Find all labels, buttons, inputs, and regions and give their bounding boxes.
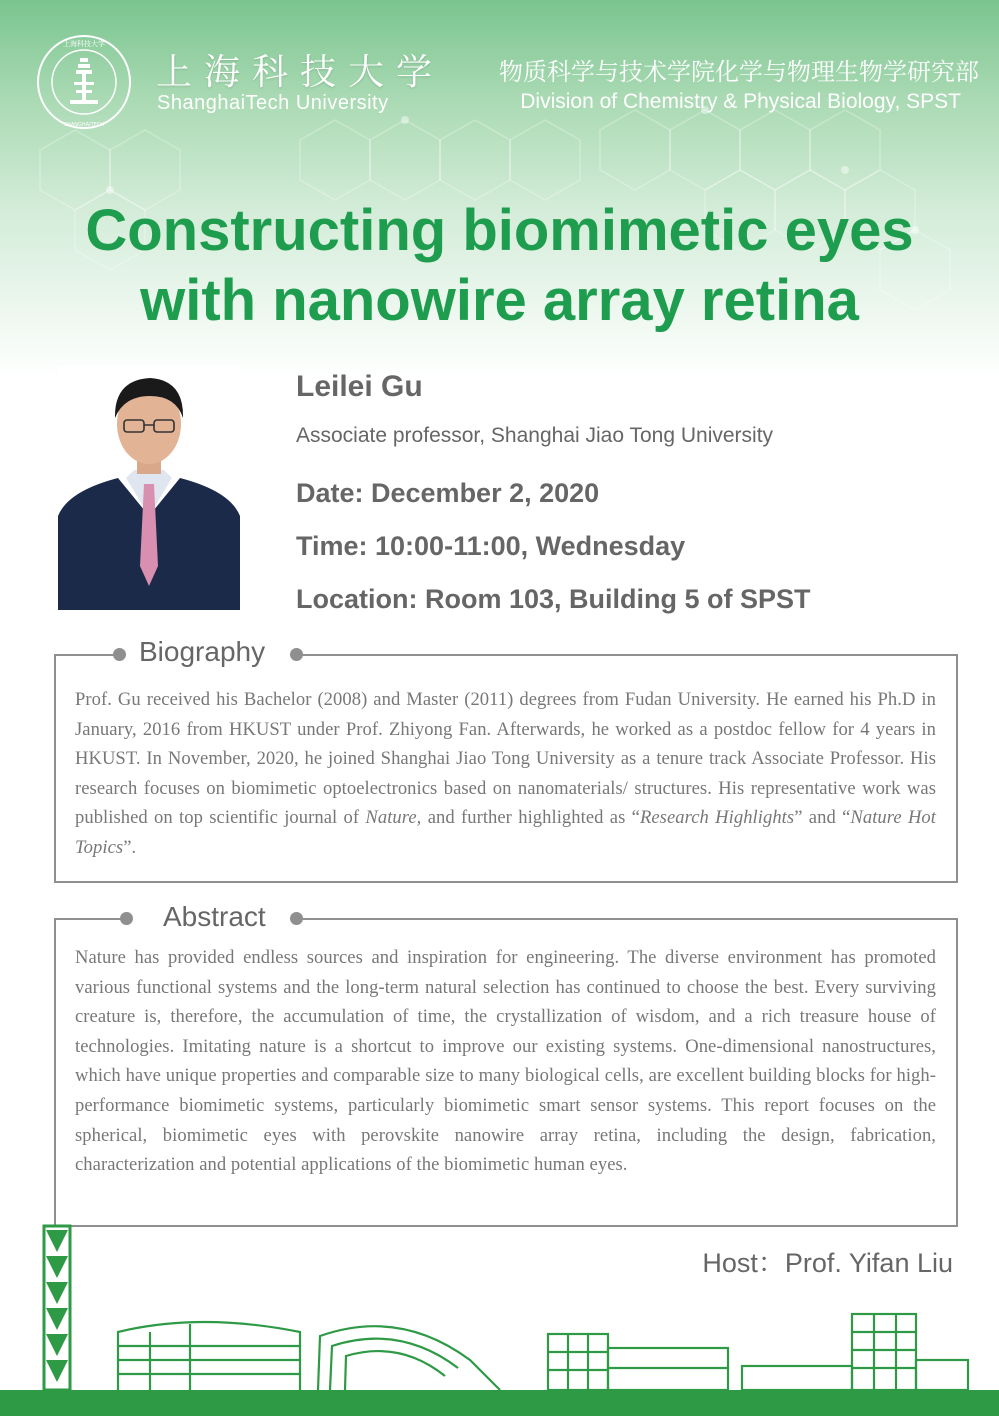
university-name-chinese: 上海科技大学: [156, 52, 445, 93]
campus-skyline-illustration: [0, 1220, 999, 1416]
speaker-affiliation: Associate professor, Shanghai Jiao Tong University: [296, 424, 774, 447]
biography-text-part: Prof. Gu received his Bachelor (2008) and Master (2011) degrees from Fudan University. He earned his Ph.D in January, 2016 from HKUST under Prof. Zhiyong Fan. Afterwards, he worked as a postdoc fellow for 4 years in HKUST. In November, 2020, he joined Shanghai Jiao Tong University as a tenure track Associate Professor. His research focuses on biomimetic optoelectronics based on nanomaterials/ structures. His representative work was published on top scientific journal of: [75, 689, 936, 829]
division-name-chinese: 物质科学与技术学院化学与物理生物学研究部: [499, 58, 979, 86]
biography-heading: Biography: [139, 636, 266, 667]
talk-title-line-2: with nanowire array retina: [140, 268, 859, 333]
biography-text: [75, 685, 936, 863]
abstract-dot-left: [120, 912, 133, 925]
event-location: Location: Room 103, Building 5 of SPST: [296, 584, 811, 614]
svg-text:上海科技大学: 上海科技大学: [63, 40, 105, 48]
biography-italic-research-highlights: Research Highlights: [639, 807, 795, 829]
talk-title: [0, 196, 999, 336]
biography-italic-nature: Nature,: [365, 807, 422, 829]
event-date: Date: December 2, 2020: [296, 478, 600, 508]
abstract-rule-right: [300, 918, 958, 920]
abstract-rule-left: [54, 918, 126, 920]
event-time: Time: 10:00-11:00, Wednesday: [296, 531, 686, 561]
abstract-text: Nature has provided endless sources and inspiration for engineering. The diverse environment has promoted various functional systems and the long-term natural selection has continued to choose the best. Every surviving creature is, therefore, the accumulation of time, the crystallization of wisdom, and a rich treasure house of technologies. Imitating nature is a shortcut to improve our existing systems. One-dimensional nanostructures, which have unique properties and comparable size to many biological cells, are excellent building blocks for high-performance biomimetic systems, particularly biomimetic smart sensor systems. This report focuses on the spherical, biomimetic eyes with perovskite nanowire array retina, including the design, fabrication, characterization and potential applications of the biomimetic human eyes.: [75, 947, 936, 1176]
biography-text-part: ”.: [123, 836, 137, 858]
biography-italic-nature-hot-topics: Nature Hot Topics: [75, 807, 936, 858]
biography-text-part: ” and “: [794, 807, 851, 829]
university-name-english: ShanghaiTech University: [157, 92, 389, 114]
biography-rule-right: [300, 654, 958, 656]
division-name-english: Division of Chemistry & Physical Biology, SPST: [520, 90, 961, 113]
biography-rule-left: [54, 654, 120, 656]
university-seal-logo: [36, 34, 132, 130]
svg-text:SHANGHAITECH: SHANGHAITECH: [63, 122, 105, 128]
speaker-name: Leilei Gu: [296, 370, 423, 403]
speaker-photo: [58, 366, 240, 610]
biography-text-part: and further highlighted as “: [421, 807, 640, 829]
talk-title-line-1: Constructing biomimetic eyes: [85, 198, 914, 263]
abstract-heading: Abstract: [163, 901, 266, 932]
host-line: Host：Prof. Yifan Liu: [702, 1248, 953, 1278]
biography-dot-left: [113, 648, 126, 661]
